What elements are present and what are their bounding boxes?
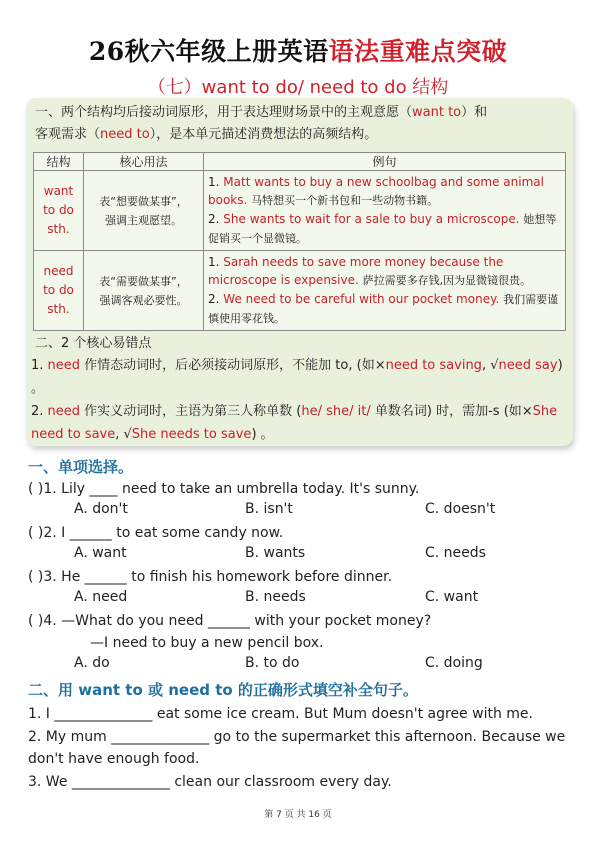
exercise2-heading: 二、用 want to 或 need to 的正确形式填空补全句子。 [28, 681, 418, 699]
option-a[interactable]: A. don't [74, 501, 128, 517]
option-b[interactable]: B. to do [245, 655, 300, 671]
fill-item-1: 1. I ______________ eat some ice cream. But Mum doesn't agree with me. [28, 706, 533, 722]
fill-item-3: 3. We ______________ clean our classroom every day. [28, 774, 392, 790]
table-row [34, 251, 566, 331]
option-a[interactable]: A. want [74, 545, 127, 561]
table-row [34, 171, 566, 251]
structure-cell: need to do sth. [34, 251, 84, 331]
title-black: 26秋六年级上册英语 [88, 37, 329, 66]
table-header: 核心用法 [84, 153, 204, 171]
examples-cell [204, 251, 566, 331]
option-b[interactable]: B. wants [245, 545, 306, 561]
title-red: 语法重难点突破 [328, 37, 508, 66]
structure-cell: want to do sth. [34, 171, 84, 251]
table-header-row [34, 153, 566, 171]
section2-title: 二、2 个核心易错点 [35, 336, 152, 351]
example-sentence: 2. She wants to wait for a sale to buy a microscope. 她想等促销买一个显微镜。 [208, 212, 557, 245]
option-c[interactable]: C. want [425, 589, 479, 605]
question-3: ( )3. He ______ to finish his homework before dinner. [28, 569, 393, 585]
example-sentence: 1. Matt wants to buy a new schoolbag and some animal books. 马特想买一个新书包和一些动物书籍。 [208, 175, 544, 207]
question-1: ( )1. Lily ____ need to take an umbrella today. It's sunny. [28, 481, 420, 497]
question-2: ( )2. I ______ to eat some candy now. [28, 525, 284, 541]
usage-cell: 表“需要做某事”， 强调客观必要性。 [84, 251, 204, 331]
intro-line-1: 一、两个结构均后接动词原形，用于表达理财场景中的主观意愿（want to）和 [35, 105, 488, 120]
error-point-1: 1. need 作情态动词时，后必须接动词原形，不能加 to, (如×need to saving, √need say) 。 [31, 358, 563, 396]
option-c[interactable]: C. doesn't [425, 501, 496, 517]
option-b[interactable]: B. isn't [245, 501, 293, 517]
option-c[interactable]: C. doing [425, 655, 483, 671]
page-footer: 第 7 页 共 16 页 [264, 810, 332, 820]
grammar-card [26, 98, 573, 446]
option-c[interactable]: C. needs [425, 545, 486, 561]
option-b[interactable]: B. needs [245, 589, 306, 605]
page-subtitle: （七）want to do/ need to do 结构 [147, 77, 449, 98]
exercise1-heading: 一、单项选择。 [28, 458, 134, 476]
error-point-2: 2. need 作实义动词时，主语为第三人称单数 (he/ she/ it/ 单数名词) 时，需加-s (如×She need to save, √She needs to save) 。 [31, 404, 558, 442]
intro-line-2: 客观需求（need to），是本单元描述消费想法的高频结构。 [35, 127, 378, 142]
usage-cell: 表“想要做某事”， 强调主观愿望。 [84, 171, 204, 251]
option-a[interactable]: A. do [74, 655, 110, 671]
example-sentence: 2. We need to be careful with our pocket money. 我们需要谨慎使用零花钱。 [208, 292, 559, 325]
question-4-reply: —I need to buy a new pencil box. [90, 635, 324, 651]
table-header: 结构 [34, 153, 84, 171]
option-a[interactable]: A. need [74, 589, 128, 605]
fill-item-2: 2. My mum ______________ go to the supermarket this afternoon. Because we don't have enough food. [28, 729, 566, 767]
page-title [0, 32, 596, 68]
structure-table [33, 152, 566, 331]
table-header: 例句 [204, 153, 566, 171]
example-sentence: 1. Sarah needs to save more money because the microscope is expensive. 萨拉需要多存钱,因为显微镜很贵。 [208, 255, 532, 287]
question-4: ( )4. —What do you need ______ with your pocket money? [28, 613, 432, 629]
examples-cell [204, 171, 566, 251]
